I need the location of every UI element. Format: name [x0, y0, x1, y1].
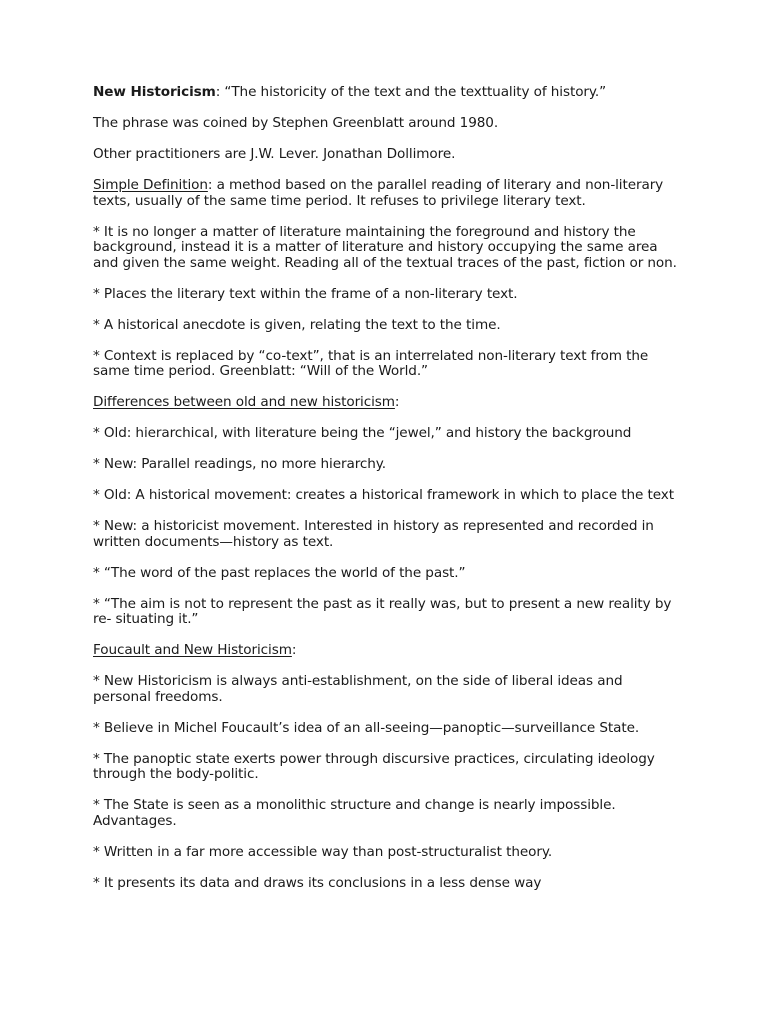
simple-definition-text: : a method based on the parallel reading of literary and non-literary texts, usually of the same time period. It refuses to privilege literary text. — [93, 176, 664, 209]
bullet-paragraph: * “The aim is not to represent the past as it really was, but to present a new reality by re- situating it.” — [93, 595, 672, 628]
bullet-paragraph: * Old: hierarchical, with literature being the “jewel,” and history the background — [93, 425, 632, 442]
document-body — [93, 85, 683, 907]
foucault-heading: Foucault and New Historicism — [93, 642, 292, 659]
bullet-paragraph: * The panoptic state exerts power through discursive practices, circulating ideology through the body-politic. — [93, 750, 655, 783]
bullet-paragraph: * New Historicism is always anti-establishment, on the side of liberal ideas and personal freedoms. — [93, 673, 623, 705]
simple-definition-heading: Simple Definition — [93, 176, 208, 193]
bullet-paragraph: * The State is seen as a monolithic structure and change is nearly impossible. Advantages. — [93, 797, 616, 830]
practitioners-paragraph: Other practitioners are J.W. Lever. Jonathan Dollimore. — [93, 145, 456, 162]
bullet-paragraph: * Context is replaced by “co-text”, that is an interrelated non-literary text from the same time period. Greenblatt: “Will of the World.” — [93, 347, 649, 380]
title-line — [93, 85, 683, 101]
differences-heading: Differences between old and new historicism — [93, 394, 395, 411]
bullet-paragraph: * Places the literary text within the frame of a non-literary text. — [93, 285, 518, 302]
foucault-heading-line — [93, 643, 683, 659]
bullet-paragraph: * New: a historicist movement. Interested in history as represented and recorded in written documents—history as text. — [93, 518, 654, 550]
title-term: New Historicism — [93, 84, 216, 100]
bullet-paragraph: * Written in a far more accessible way than post-structuralist theory. — [93, 844, 553, 861]
title-quote: : “The historicity of the text and the texttuality of history.” — [215, 84, 607, 100]
simple-definition-paragraph — [93, 178, 683, 209]
bullet-paragraph: * Old: A historical movement: creates a historical framework in which to place the text — [93, 487, 674, 504]
bullet-paragraph: * “The word of the past replaces the world of the past.” — [93, 564, 466, 581]
coined-paragraph: The phrase was coined by Stephen Greenblatt around 1980. — [93, 114, 499, 131]
bullet-paragraph: * It is no longer a matter of literature maintaining the foreground and history the background, instead it is a matter of literature and history occupying the same area and given the same weight. Reading all of the textual traces of the past, fiction or non. — [93, 223, 677, 271]
foucault-colon: : — [291, 642, 297, 659]
bullet-paragraph: * New: Parallel readings, no more hierarchy. — [93, 456, 387, 473]
bullet-paragraph: * A historical anecdote is given, relating the text to the time. — [93, 316, 501, 333]
differences-colon: : — [394, 394, 400, 411]
differences-heading-line — [93, 395, 683, 411]
bullet-paragraph: * It presents its data and draws its conclusions in a less dense way — [93, 875, 542, 892]
bullet-paragraph: * Believe in Michel Foucault’s idea of an all-seeing—panoptic—surveillance State. — [93, 719, 640, 736]
